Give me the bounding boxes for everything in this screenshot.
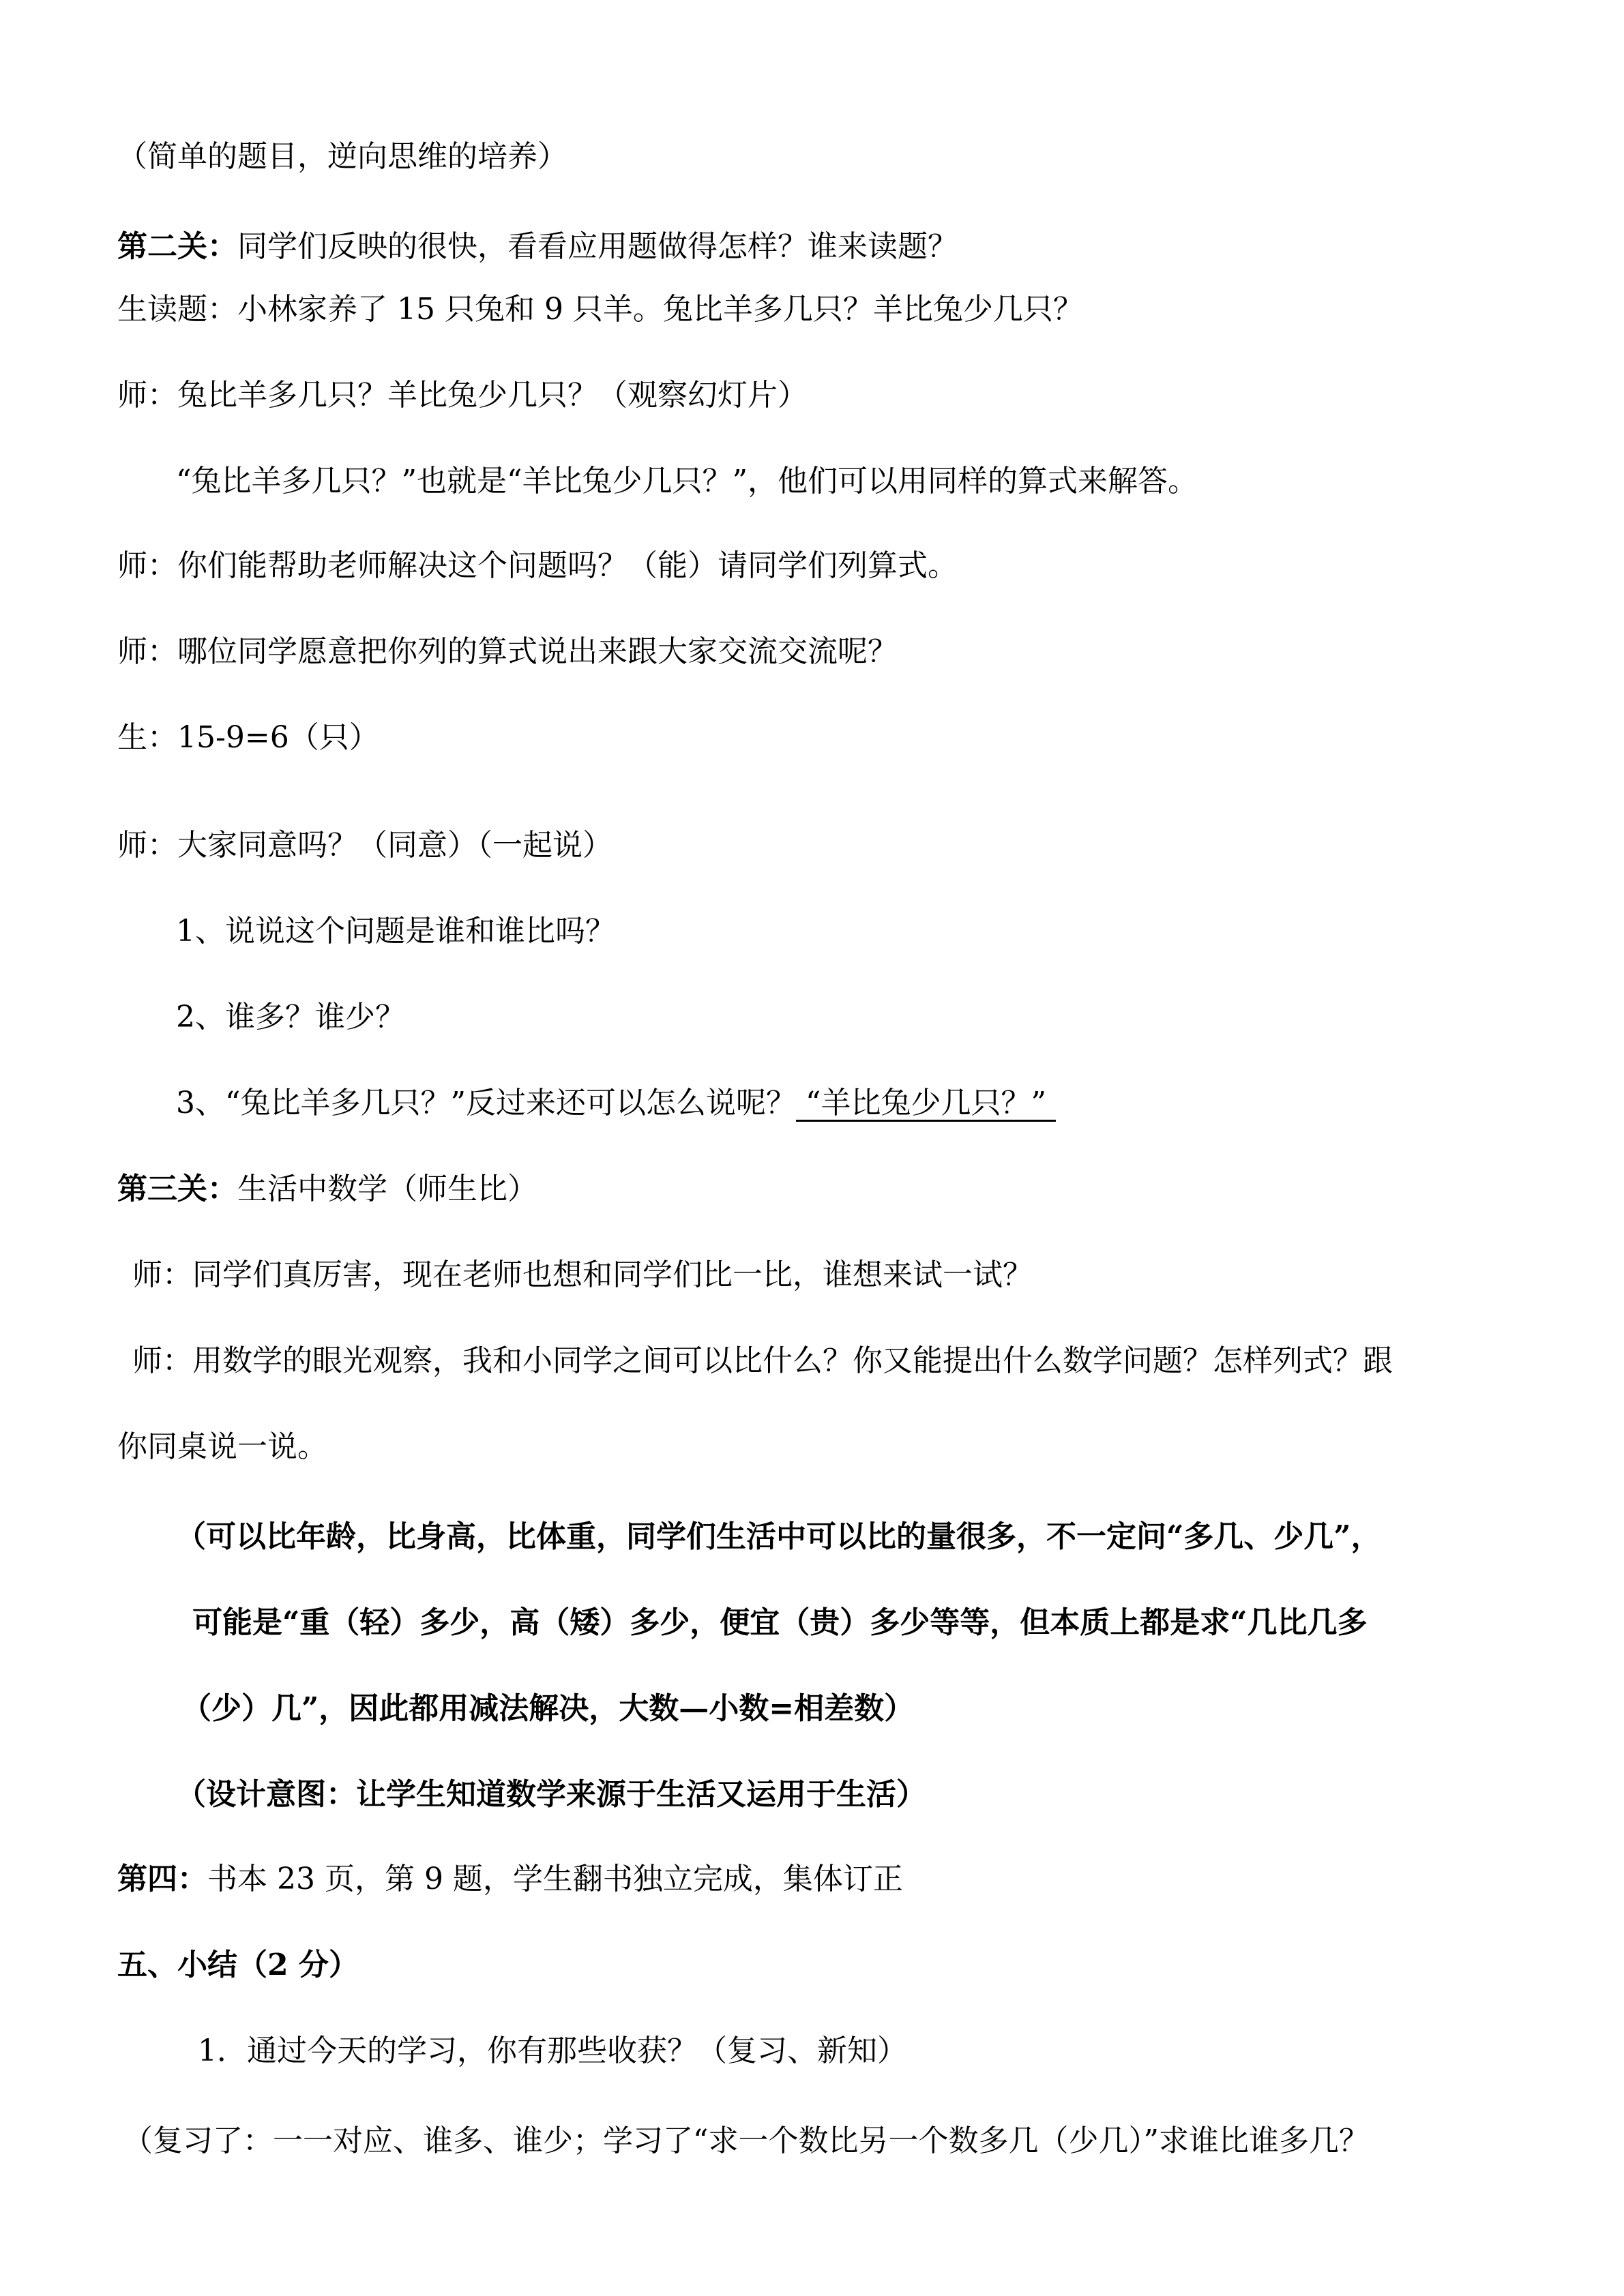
paragraph-teacher-ask: 师：你们能帮助老师解决这个问题吗？（能）请同学们列算式。 [117,548,958,583]
paragraph-note: （简单的题目，逆向思维的培养） [117,139,567,174]
paragraph-teacher-challenge: 师：同学们真厉害，现在老师也想和同学们比一比，谁想来试一试？ [132,1257,1033,1292]
paragraph-design-intent: （设计意图：让学生知道数学来源于生活又运用于生活） [176,1777,926,1812]
paragraph-explanation: “兔比羊多几只？”也就是“羊比兔少几只？”，他们可以用同样的算式来解答。 [176,464,1198,498]
section-heading-summary: 五、小结（2 分） [117,1948,359,1982]
paragraph-teacher-observe: 师：用数学的眼光观察，我和小同学之间可以比什么？你又能提出什么数学问题？怎样列式？跟 [132,1343,1393,1378]
paragraph-teacher-agree: 师：大家同意吗？（同意）（一起说） [117,828,612,863]
level-three-text: 生活中数学（师生比） [237,1172,537,1206]
summary-item-1: 1．通过今天的学习，你有那些收获？（复习、新知） [198,2033,907,2068]
level-four-text: 书本 23 页，第 9 题，学生翻书独立完成，集体订正 [207,1862,903,1896]
paragraph-bold-note-1: （可以比年龄，比身高，比体重，同学们生活中可以比的量很多，不一定问“多几、少几”， [176,1519,1381,1554]
level-four-label: 第四： [117,1862,207,1896]
level-three-label: 第三关： [117,1172,237,1206]
paragraph-level-four [117,1859,903,1900]
level-two-label: 第二关： [117,229,237,264]
list-item-3-text: 3、“兔比羊多几只？”反过来还可以怎么说呢？ [176,1086,796,1120]
paragraph-bold-note-3: （少）几”，因此都用减法解决，大数—小数=相差数） [181,1691,915,1726]
paragraph-level-three [117,1169,537,1210]
summary-review: （复习了：一一对应、谁多、谁少；学习了“求一个数比另一个数多几（少几）”求谁比谁多几？ [123,2123,1369,2158]
paragraph-teacher-share: 师：哪位同学愿意把你列的算式说出来跟大家交流交流呢？ [117,634,898,669]
list-item-3-answer: “羊比兔少几只？” [795,1086,1056,1120]
paragraph-teacher-question: 师：兔比羊多几只？羊比兔少几只？（观察幻灯片） [117,378,808,413]
level-two-text: 同学们反映的很快，看看应用题做得怎样？谁来读题？ [237,229,958,264]
paragraph-level-two [117,226,958,267]
list-item-1: 1、说说这个问题是谁和谁比吗？ [176,914,615,949]
paragraph-bold-note-2: 可能是“重（轻）多少，高（矮）多少，便宜（贵）多少等等，但本质上都是求“几比几多 [192,1605,1368,1640]
paragraph-teacher-observe-cont: 你同桌说一说。 [117,1429,327,1464]
list-item-2: 2、谁多？谁少？ [176,1000,405,1034]
list-item-3 [176,1083,1056,1124]
paragraph-student-reads: 生读题：小林家养了 15 只兔和 9 只羊。兔比羊多几只？羊比兔少几只？ [117,292,1083,327]
paragraph-student-answer: 生：15-9=6（只） [117,720,379,755]
